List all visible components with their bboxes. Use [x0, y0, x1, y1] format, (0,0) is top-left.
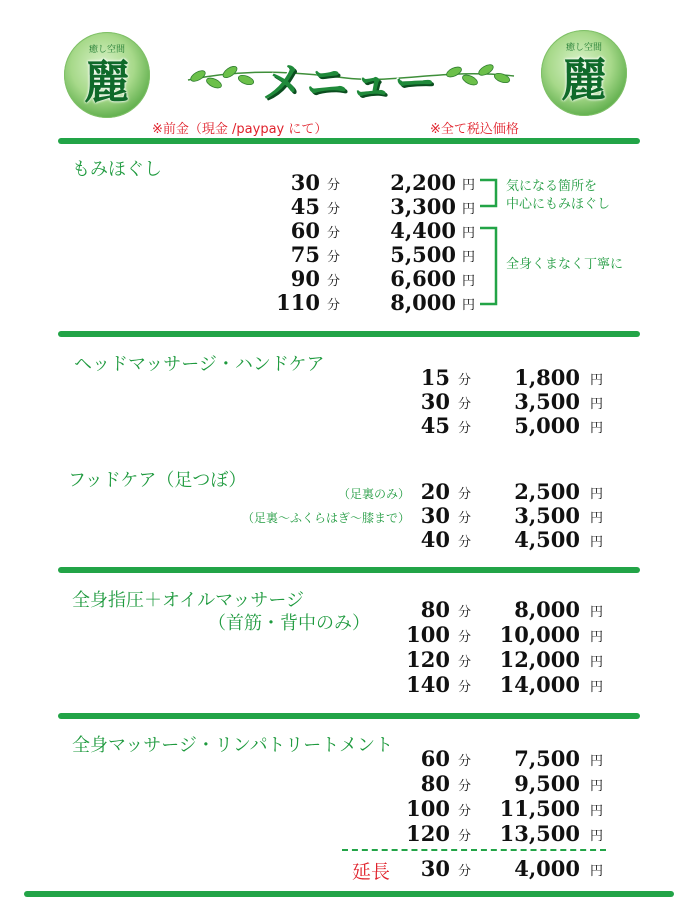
foot-row-note: （足裏のみ）: [337, 487, 410, 501]
minute-unit: 分: [458, 535, 472, 550]
price: 2,200: [390, 170, 456, 195]
extension-label: 延長: [352, 861, 391, 883]
badge-kanji: 麗: [561, 53, 607, 107]
duration: 80: [420, 597, 450, 622]
duration: 100: [406, 796, 450, 821]
price: 8,000: [514, 597, 580, 622]
minute-unit: 分: [458, 511, 472, 526]
price: 10,000: [499, 622, 580, 647]
section-subtitle: （首筋・背中のみ）: [208, 613, 370, 634]
yen-unit: 円: [590, 373, 604, 388]
page-title: メニュー: [261, 58, 438, 107]
price: 1,800: [514, 365, 580, 390]
minute-unit: 分: [327, 274, 341, 289]
momi-note-1b: 中心にもみほぐし: [506, 197, 611, 212]
yen-unit: 円: [590, 655, 604, 670]
yen-unit: 円: [462, 226, 476, 241]
section-title: 全身指圧＋オイルマッサージ: [72, 590, 305, 611]
bracket-icon: [478, 174, 502, 314]
bottom-divider: [24, 891, 674, 897]
price: 3,500: [514, 503, 580, 528]
minute-unit: 分: [458, 605, 472, 620]
minute-unit: 分: [327, 178, 341, 193]
duration: 30: [420, 389, 450, 414]
yen-unit: 円: [590, 804, 604, 819]
yen-unit: 円: [590, 630, 604, 645]
minute-unit: 分: [458, 487, 472, 502]
section-divider: [58, 138, 640, 144]
yen-unit: 円: [590, 535, 604, 550]
prepay-note: ※前金（現金 /paypay にて）: [152, 122, 328, 137]
yen-unit: 円: [590, 511, 604, 526]
yen-unit: 円: [462, 298, 476, 313]
minute-unit: 分: [458, 864, 472, 879]
minute-unit: 分: [327, 226, 341, 241]
minute-unit: 分: [327, 298, 341, 313]
minute-unit: 分: [458, 779, 472, 794]
price: 12,000: [499, 647, 580, 672]
extension-duration: 30: [420, 856, 450, 881]
duration: 110: [276, 290, 320, 315]
section-title: 全身マッサージ・リンパトリートメント: [72, 735, 394, 756]
section-divider: [58, 331, 640, 337]
foot-row-note: （足裏～ふくらはぎ～膝まで）: [241, 511, 410, 525]
section-title: ヘッドマッサージ・ハンドケア: [74, 354, 325, 375]
yen-unit: 円: [590, 605, 604, 620]
price: 11,500: [499, 796, 580, 821]
duration: 45: [420, 413, 450, 438]
duration: 30: [290, 170, 320, 195]
minute-unit: 分: [458, 804, 472, 819]
minute-unit: 分: [458, 680, 472, 695]
duration: 60: [420, 746, 450, 771]
badge-caption: 癒し空間: [88, 45, 125, 55]
duration: 60: [290, 218, 320, 243]
badge-kanji: 麗: [84, 55, 130, 109]
yen-unit: 円: [590, 864, 604, 879]
logo-badge-right: [541, 30, 627, 116]
extension-price: 4,000: [514, 856, 580, 881]
duration: 30: [420, 503, 450, 528]
badge-caption: 癒し空間: [565, 43, 602, 53]
yen-unit: 円: [590, 421, 604, 436]
minute-unit: 分: [458, 421, 472, 436]
minute-unit: 分: [458, 754, 472, 769]
duration: 40: [420, 527, 450, 552]
minute-unit: 分: [458, 373, 472, 388]
duration: 15: [420, 365, 450, 390]
minute-unit: 分: [458, 829, 472, 844]
logo-badge-left: [64, 32, 150, 118]
price: 14,000: [499, 672, 580, 697]
price: 13,500: [499, 821, 580, 846]
price: 7,500: [514, 746, 580, 771]
section-title: フッドケア（足つぼ）: [68, 470, 247, 491]
duration: 20: [420, 479, 450, 504]
duration: 90: [290, 266, 320, 291]
yen-unit: 円: [462, 274, 476, 289]
price: 5,500: [390, 242, 456, 267]
price: 3,300: [390, 194, 456, 219]
price: 4,400: [390, 218, 456, 243]
price: 8,000: [390, 290, 456, 315]
section-title: もみほぐし: [72, 159, 162, 180]
momi-note-2: 全身くまなく丁寧に: [506, 257, 624, 272]
section-divider: [58, 713, 640, 719]
yen-unit: 円: [590, 680, 604, 695]
yen-unit: 円: [590, 829, 604, 844]
minute-unit: 分: [458, 630, 472, 645]
price: 2,500: [514, 479, 580, 504]
price: 5,000: [514, 413, 580, 438]
yen-unit: 円: [462, 178, 476, 193]
duration: 80: [420, 771, 450, 796]
yen-unit: 円: [590, 754, 604, 769]
price: 3,500: [514, 389, 580, 414]
minute-unit: 分: [327, 202, 341, 217]
duration: 140: [406, 672, 450, 697]
duration: 120: [406, 647, 450, 672]
yen-unit: 円: [590, 779, 604, 794]
yen-unit: 円: [462, 202, 476, 217]
yen-unit: 円: [590, 397, 604, 412]
price: 4,500: [514, 527, 580, 552]
section-divider: [58, 567, 640, 573]
price: 9,500: [514, 771, 580, 796]
minute-unit: 分: [458, 397, 472, 412]
duration: 120: [406, 821, 450, 846]
duration: 45: [290, 194, 320, 219]
yen-unit: 円: [590, 487, 604, 502]
price: 6,600: [390, 266, 456, 291]
minute-unit: 分: [327, 250, 341, 265]
yen-unit: 円: [462, 250, 476, 265]
duration: 100: [406, 622, 450, 647]
momi-note-1: 気になる箇所を: [506, 179, 598, 194]
tax-note: ※全て税込価格: [430, 122, 519, 137]
minute-unit: 分: [458, 655, 472, 670]
duration: 75: [290, 242, 320, 267]
dashed-separator: [342, 849, 606, 851]
